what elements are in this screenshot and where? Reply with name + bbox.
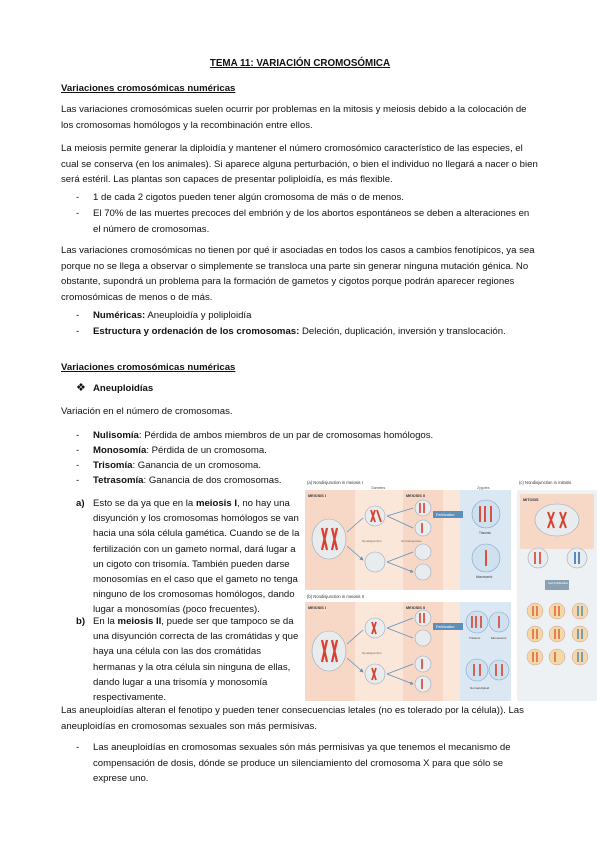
def-item-3	[93, 458, 261, 474]
item-b-segment: En la	[93, 616, 118, 627]
def-term: Nulisomía	[93, 430, 139, 441]
gametes-label-a: Gametes	[371, 486, 386, 490]
bullet-dash: -	[76, 742, 80, 753]
parent-cell-a	[312, 519, 346, 559]
section-heading-2: Variaciones cromosómicas numéricas	[61, 362, 236, 373]
paragraph-2: La meiosis permite generar la diploidía y mantener el número cromosómico característico de las especies, el cual se conserva (en los animales). Si aparece alguna perturbación, o bien el individuo no llegará a nacer o bien será estéril. Las plantas son capaces de presentar poliploidía, es más flexible.	[61, 143, 538, 185]
nondisjunction-figure	[305, 476, 597, 701]
fertilization-label-b: Fertilization	[436, 625, 455, 629]
normal-diploid-label-b: Normal diploid	[470, 686, 490, 690]
def-term: Tetrasomía	[93, 475, 144, 486]
item-a-segment: monosomías en el caso que el gameto no tenga	[93, 574, 298, 585]
mitosis-label: MITOSIS	[523, 498, 539, 502]
cell-proliferation-label: Cell proliferation	[548, 581, 569, 585]
item-b-segment: , puede ser que tampoco se da	[161, 616, 294, 627]
type-desc: Deleción, duplicación, inversión y translocación.	[299, 326, 506, 337]
diamond-bullet-icon: ❖	[76, 382, 86, 394]
item-b-segment: respectivamente.	[93, 692, 167, 703]
trisomic-label-a: Trisomic	[479, 531, 491, 535]
item-b-segment: haya una célula con las dos cromátidas	[93, 646, 261, 658]
type-item-2	[93, 324, 506, 340]
bullet-dash: -	[76, 208, 80, 219]
cell-a1	[365, 506, 385, 526]
item-a-segment: hacia una sóla célula gamética. Cuando se de la	[93, 528, 300, 540]
proliferating-cells	[527, 603, 588, 665]
meiosis2-label-b: MEIOSIS II	[406, 606, 425, 610]
paragraph-after-figure: Las aneuploidías alteran el fenotipo y pueden tener consecuencias letales (no es tolerado por la célula)). Las aneuploidías en cromosomas sexuales son más permisivas.	[61, 705, 524, 732]
item-a-marker: a)	[76, 498, 85, 509]
monosomic-label-a: Monosomic	[476, 575, 493, 579]
item-b-line	[93, 629, 298, 645]
meiosis2-label-a: MEIOSIS II	[406, 494, 425, 498]
bullet-dash: -	[76, 326, 80, 337]
type-desc: Aneuploidía y poliploidía	[145, 310, 252, 321]
item-a-segment: fertilización con un gameto normal, dará lugar a	[93, 543, 296, 555]
item-a-segment: lugar a monosomías (poco frecuentes).	[93, 604, 260, 616]
panel-a-label: (a) Nondisjunction in meiosis I	[307, 480, 363, 485]
type-term: Numéricas:	[93, 310, 146, 321]
item-b-line	[93, 675, 267, 691]
item-a-line	[93, 511, 299, 527]
cell-a2	[365, 552, 385, 572]
item-a-line	[93, 496, 290, 512]
item-b-segment: hermanas y la otra célula sin ninguna de ellas,	[93, 661, 291, 673]
panel-b-label: (b) Nondisjunction in meiosis II	[307, 594, 365, 599]
def-item-2	[93, 443, 267, 459]
item-b-segment: dando lugar a una trisomía y monosomía	[93, 676, 268, 688]
intro-text: Variación en el número de cromosomas.	[61, 406, 233, 417]
item-b-segment: una disyunción correcta de las cromátidas y que	[93, 631, 299, 643]
item-b-marker: b)	[76, 616, 86, 627]
nondisjunction-label-a: Nondisjunction	[362, 539, 382, 543]
zygote-trisomic-a	[472, 500, 500, 528]
normal-gamete-label-a: Normal gamete	[401, 539, 422, 543]
bullet-dash: -	[76, 460, 80, 471]
zygotes-label-a: Zygotes	[477, 486, 490, 490]
def-item-4	[93, 473, 282, 489]
item-b-segment: meiosis II	[117, 616, 162, 627]
paragraph-3: Las variaciones cromosómicas no tienen por qué ir asociadas en todos los casos a cambios fenotípicos, ya sea porque no se llega a observar o simplemente se transloca una parte sin generar ninguna mutación génica. No obstante, supondrá un problema para la formación de gametos y cigotos porque podrán aparecer regiones cromosómicas de menos o de más.	[61, 245, 535, 303]
item-a-line	[93, 557, 290, 573]
def-desc: : Ganancia de dos cromosomas.	[143, 475, 282, 486]
page-title: TEMA 11: VARIACIÓN CROMOSÓMICA	[209, 58, 391, 69]
bullet-dash: -	[76, 475, 80, 486]
def-term: Monosomía	[93, 445, 147, 456]
bullet-dash: -	[76, 192, 80, 203]
item-a-line	[93, 572, 298, 588]
item-b-line	[93, 644, 261, 660]
meiosis1-label-a: MEIOSIS I	[308, 494, 326, 498]
item-a-line	[93, 542, 296, 558]
subheading-aneuploidias: Aneuploidías	[93, 383, 154, 394]
bullet-item-2: El 70% de las muertes precoces del embrión y de los abortos espontáneos se deben a alteraciones en el número de cromosomas.	[93, 208, 530, 235]
monosomic-label-b: Monosomic	[491, 636, 507, 640]
bullet-dash: -	[76, 310, 80, 321]
paragraph-1: Las variaciones cromosómicas suelen ocurrir por problemas en la mitosis y meiosis debido a la colocación de los cromosomas homólogos y la recombinación entre ellos.	[61, 104, 527, 131]
last-bullet: Las aneuploidías en cromosomas sexuales són más permisivas ya que tenemos el mecanismo de compensación de dosis, dónde se produce un silenciamiento del cromosoma X para que sólo se exprese uno.	[93, 742, 511, 784]
item-b-line	[93, 660, 290, 676]
bullet-dash: -	[76, 445, 80, 456]
fertilization-label-a: Fertilization	[436, 513, 455, 517]
def-desc: : Pérdida de un cromosoma.	[146, 445, 267, 456]
type-item-1	[93, 308, 251, 324]
type-term: Estructura y ordenación de los cromosomas:	[93, 326, 300, 337]
panel-c-label: (c) Nondisjunction in mitosis	[519, 480, 572, 485]
bullet-item-1: 1 de cada 2 cigotos pueden tener algún cromosoma de más o de menos.	[93, 192, 404, 203]
item-a-segment: un cigoto con trisomía. También pueden darse	[93, 558, 290, 570]
def-desc: : Pérdida de ambos miembros de un par de cromosomas homólogos.	[138, 430, 434, 441]
def-term: Trisomía	[93, 460, 133, 471]
bullet-dash: -	[76, 430, 80, 441]
item-a-line	[93, 587, 295, 603]
item-a-segment: , no hay una	[237, 498, 290, 509]
item-a-segment: ninguno de los cromosomas homólogos, dando	[93, 589, 295, 601]
meiosis1-label-b: MEIOSIS I	[308, 606, 326, 610]
item-b-line	[93, 614, 294, 630]
def-item-1	[93, 428, 433, 444]
trisomic-label-b: Trisomic	[469, 636, 481, 640]
def-desc: : Ganancia de un cromosoma.	[132, 460, 261, 471]
item-a-segment: disyunción y los cromosomas homólogos se van	[93, 513, 299, 525]
section-heading-1: Variaciones cromosómicas numéricas	[61, 83, 236, 94]
item-a-segment: Esto se da ya que en la	[93, 498, 196, 509]
item-a-segment: meiosis I	[195, 498, 237, 509]
item-a-line	[93, 526, 299, 542]
nondisjunction-label-b: Nondisjunction	[362, 651, 382, 655]
